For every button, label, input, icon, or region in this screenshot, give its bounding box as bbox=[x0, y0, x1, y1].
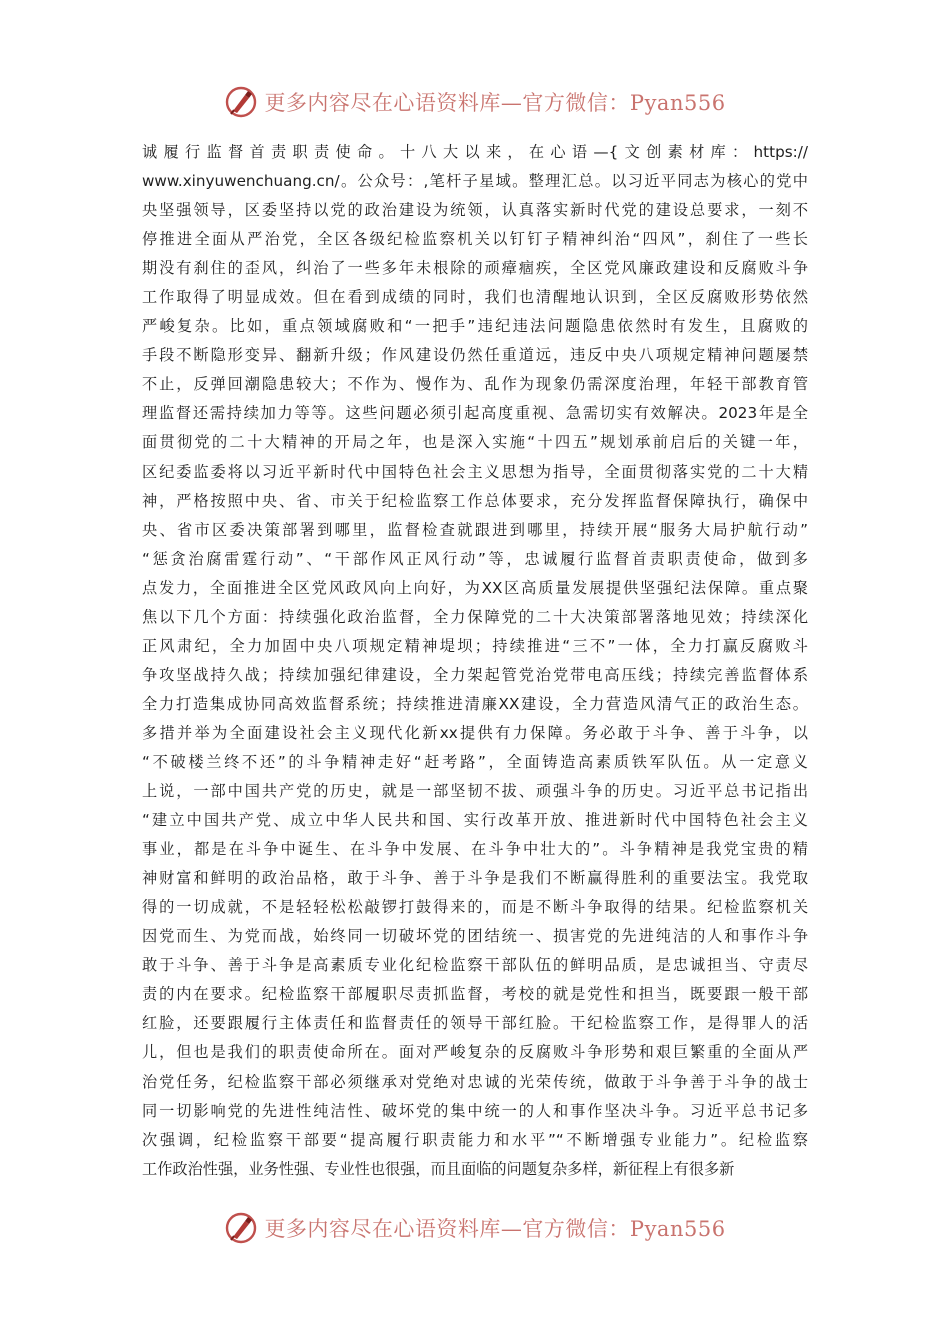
text-line: 央坚强领导，区委坚持以党的政治建设为统领，认真落实新时代党的建设总要求，一刻不 bbox=[142, 201, 808, 220]
text-line: 期没有刹住的歪风，纠治了一些多年未根除的顽瘴痼疾，全区党风廉政建设和反腐败斗争 bbox=[142, 259, 808, 278]
text-line: 手段不断隐形变异、翻新升级；作风建设仍然任重道远，违反中央八项规定精神问题屡禁 bbox=[142, 346, 808, 365]
text-line: “惩贪治腐雷霆行动”、“干部作风正风行动”等，忠诚履行监督首责职责使命，做到多 bbox=[142, 549, 808, 568]
text-line: 正风肃纪，全力加固中央八项规定精神堤坝；持续推进“三不”一体，全力打赢反腐败斗 bbox=[142, 636, 808, 655]
text-line: 因党而生、为党而战，始终同一切破坏党的团结统一、损害党的先进纯洁的人和事作斗争 bbox=[142, 927, 808, 946]
body-text bbox=[142, 138, 808, 1184]
text-line: 红脸，还要跟履行主体责任和监督责任的领导干部红脸。干纪检监察工作，是得罪人的活 bbox=[142, 1014, 808, 1033]
text-line: 全力打造集成协同高效监督系统；持续推进清廉XX建设，全力营造风清气正的政治生态。 bbox=[142, 694, 808, 713]
text-line: 严峻复杂。比如，重点领域腐败和“一把手”违纪违法问题隐患依然时有发生，且腐败的 bbox=[142, 317, 808, 336]
text-line: www.xinyuwenchuang.cn/。公众号：,笔杆子星域。整理汇总。以习近平同志为核心的党中 bbox=[142, 172, 808, 191]
text-line: 得的一切成就，不是轻轻松松敲锣打鼓得来的，而是不断斗争取得的结果。纪检监察机关 bbox=[142, 898, 808, 917]
text-line: 点发力，全面推进全区党风政风向上向好，为XX区高质量发展提供坚强纪法保障。重点聚 bbox=[142, 578, 808, 597]
text-line: 次强调，纪检监察干部要“提高履行职责能力和水平”“不断增强专业能力”。纪检监察 bbox=[142, 1130, 808, 1149]
footer-banner bbox=[0, 1208, 950, 1248]
text-line: 诚履行监督首责职责使命。十八大以来，在心语—{文创素材库：https:// bbox=[142, 143, 808, 161]
text-line: 工作取得了明显成效。但在看到成绩的同时，我们也清醒地认识到，全区反腐败形势依然 bbox=[142, 288, 808, 307]
header-banner bbox=[0, 82, 950, 122]
text-line: 儿，但也是我们的职责使命所在。面对严峻复杂的反腐败斗争形势和艰巨繁重的全面从严 bbox=[142, 1043, 808, 1062]
text-line: 工作政治性强，业务性强、专业性也很强，而且面临的问题复杂多样，新征程上有很多新 bbox=[142, 1159, 735, 1178]
pen-nib-circle-icon bbox=[224, 1211, 258, 1245]
text-line: 焦以下几个方面：持续强化政治监督，全力保障党的二十大决策部署落地见效；持续深化 bbox=[142, 607, 808, 626]
text-line: 责的内在要求。纪检监察干部履职尽责抓监督，考校的就是党性和担当，既要跟一般干部 bbox=[142, 985, 808, 1004]
text-line: 央、省市区委决策部署到哪里，监督检查就跟进到哪里，持续开展“服务大局护航行动” bbox=[142, 520, 808, 539]
text-line: 不止，反弹回潮隐患较大；不作为、慢作为、乱作为现象仍需深度治理，年轻干部教育管 bbox=[142, 375, 808, 394]
text-line: 面贯彻党的二十大精神的开局之年，也是深入实施“十四五”规划承前启后的关键一年， bbox=[142, 433, 808, 452]
text-line: 神，严格按照中央、省、市关于纪检监察工作总体要求，充分发挥监督保障执行，确保中 bbox=[142, 491, 808, 510]
text-line: 治党任务，纪检监察干部必须继承对党绝对忠诚的光荣传统，做敢于斗争善于斗争的战士 bbox=[142, 1072, 808, 1091]
text-line: 事业，都是在斗争中诞生、在斗争中发展、在斗争中壮大的”。斗争精神是我党宝贵的精 bbox=[142, 840, 808, 859]
header-banner-text: 更多内容尽在心语资料库—官方微信：Pyan556 bbox=[264, 91, 726, 115]
text-line: 区纪委监委将以习近平新时代中国特色社会主义思想为指导，全面贯彻落实党的二十大精 bbox=[142, 462, 808, 481]
pen-nib-circle-icon bbox=[224, 85, 258, 119]
text-line: 神财富和鲜明的政治品格，敢于斗争、善于斗争是我们不断赢得胜利的重要法宝。我党取 bbox=[142, 869, 808, 888]
text-line: “不破楼兰终不还”的斗争精神走好“赶考路”，全面铸造高素质铁军队伍。从一定意义 bbox=[142, 752, 808, 771]
text-line: 理监督还需持续加力等等。这些问题必须引起高度重视、急需切实有效解决。2023年是全 bbox=[142, 404, 808, 423]
text-line: 停推进全面从严治党，全区各级纪检监察机关以钉钉子精神纠治“四风”，刹住了一些长 bbox=[142, 230, 808, 249]
text-line: 多措并举为全面建设社会主义现代化新xx提供有力保障。务必敢于斗争、善于斗争，以 bbox=[142, 723, 808, 742]
text-line: 争攻坚战持久战；持续加强纪律建设，全力架起管党治党带电高压线；持续完善监督体系 bbox=[142, 665, 808, 684]
text-line: 上说，一部中国共产党的历史，就是一部坚韧不拔、顽强斗争的历史。习近平总书记指出 bbox=[142, 782, 808, 801]
text-line: “建立中国共产党、成立中华人民共和国、实行改革开放、推进新时代中国特色社会主义 bbox=[142, 811, 808, 830]
text-line: 同一切影响党的先进性纯洁性、破坏党的集中统一的人和事作坚决斗争。习近平总书记多 bbox=[142, 1101, 808, 1120]
footer-banner-text: 更多内容尽在心语资料库—官方微信：Pyan556 bbox=[264, 1217, 726, 1241]
text-line: 敢于斗争、善于斗争是高素质专业化纪检监察干部队伍的鲜明品质，是忠诚担当、守责尽 bbox=[142, 956, 808, 975]
